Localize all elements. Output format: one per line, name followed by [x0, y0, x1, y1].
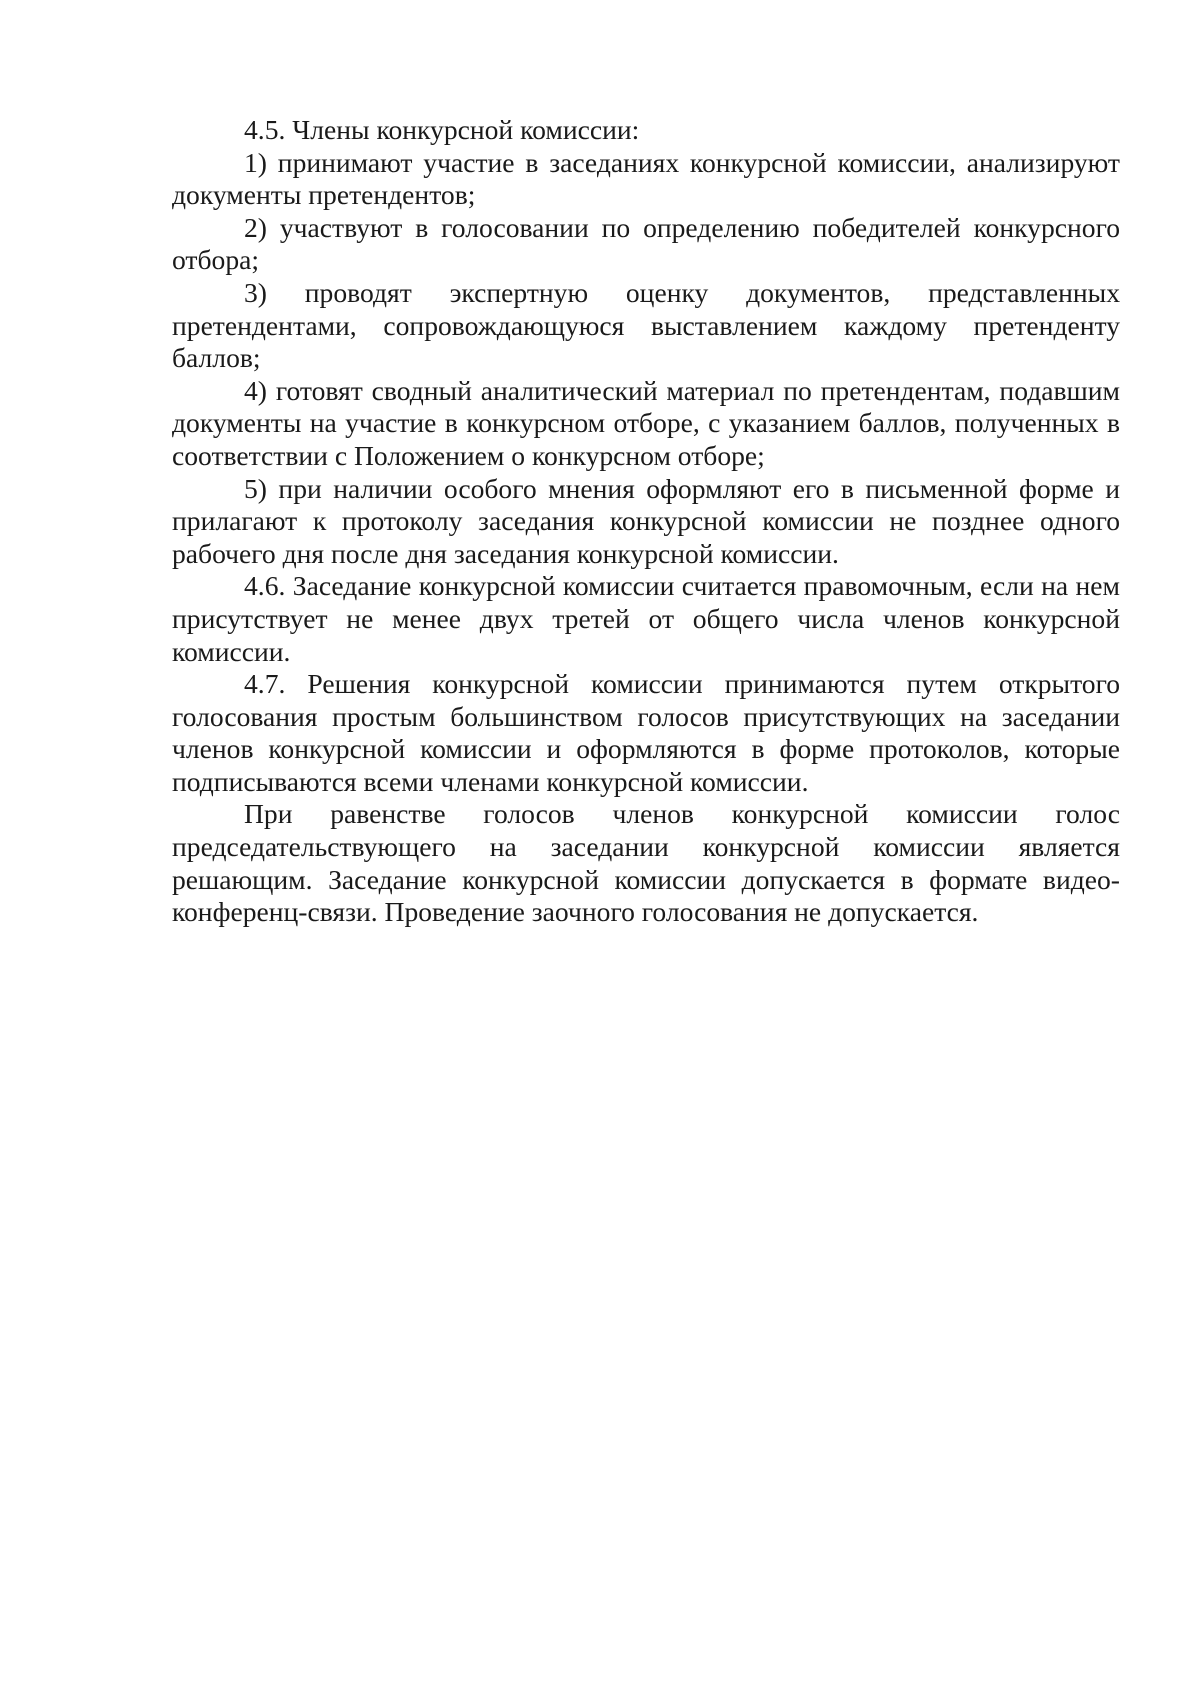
paragraph-4-6: 4.6. Заседание конкурсной комиссии считается правомочным, если на нем присутствует не менее двух третей от общего числа членов конкурсной комиссии. [172, 570, 1120, 667]
paragraph-item-5: 5) при наличии особого мнения оформляют его в письменной форме и прилагают к протоколу заседания конкурсной комиссии не позднее одного рабочего дня после дня заседания конкурсной комиссии. [172, 472, 1120, 569]
document-body [172, 114, 1120, 929]
paragraph-item-4: 4) готовят сводный аналитический материал по претендентам, подавшим документы на участие в конкурсном отборе, с указанием баллов, полученных в соответствии с Положением о конкурсном отборе; [172, 374, 1120, 471]
paragraph-tie-vote: При равенстве голосов членов конкурсной комиссии голос председательствующего на заседании конкурсной комиссии является решающим. Заседание конкурсной комиссии допускается в формате видео-конференц-связи. Проведение заочного голосования не допускается. [172, 798, 1120, 928]
paragraph-item-1: 1) принимают участие в заседаниях конкурсной комиссии, анализируют документы претендентов; [172, 146, 1120, 211]
paragraph-item-2: 2) участвуют в голосовании по определению победителей конкурсного отбора; [172, 211, 1120, 276]
paragraph-item-3: 3) проводят экспертную оценку документов, представленных претендентами, сопровождающуюся выставлением каждому претенденту баллов; [172, 276, 1120, 374]
paragraph-4-7: 4.7. Решения конкурсной комиссии принимаются путем открытого голосования простым большинством голосов присутствующих на заседании членов конкурсной комиссии и оформляются в форме протоколов, которые подписываются всеми членами конкурсной комиссии. [172, 668, 1120, 797]
paragraph-4-5-heading: 4.5. Члены конкурсной комиссии: [244, 114, 640, 145]
